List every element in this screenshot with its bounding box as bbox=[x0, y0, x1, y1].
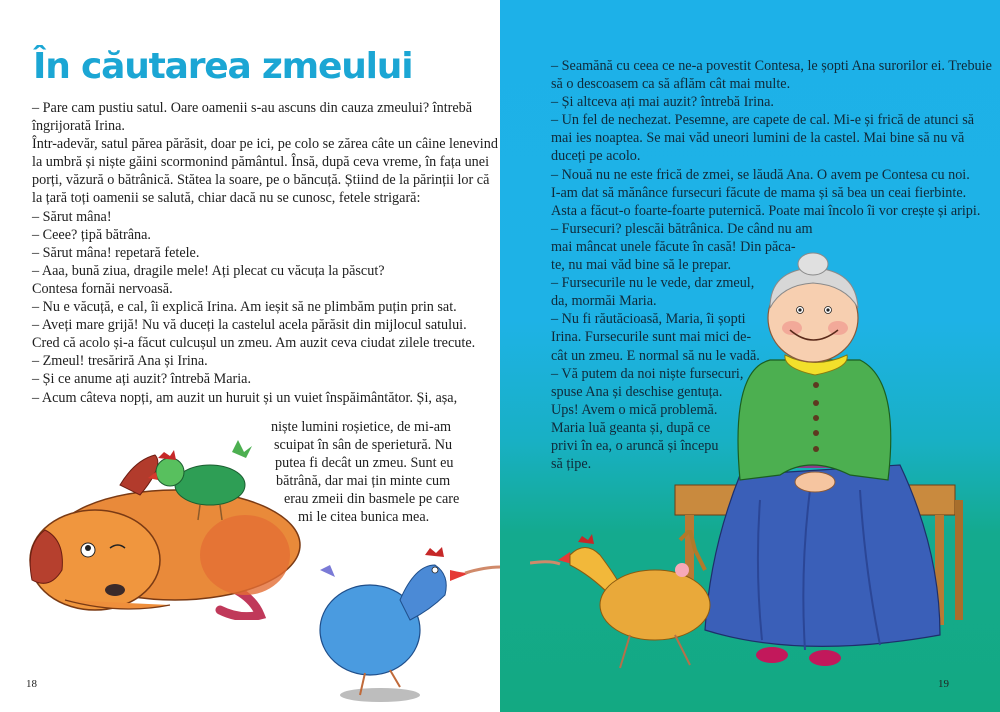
text-line: – Și ce anume ați auzit? întrebă Maria. bbox=[32, 371, 252, 388]
text-line: – Nouă nu ne este frică de zmei, se lăudă Ana. O avem pe Contesa cu noi. bbox=[551, 166, 970, 183]
text-line: Într-adevăr, satul părea părăsit, doar pe ici, pe colo se zărea câte un câine lenevind bbox=[32, 136, 498, 153]
text-line: – Aaa, bună ziua, dragile mele! Ați plecat cu văcuța la păscut? bbox=[32, 262, 385, 279]
text-line: cât un zmeu. E normal să nu le vadă. bbox=[551, 347, 760, 364]
chapter-title: În căutarea zmeului bbox=[33, 46, 413, 87]
text-line: Irina. Fursecurile sunt mai mici de- bbox=[551, 329, 752, 346]
green-hen-illustration bbox=[140, 440, 260, 530]
text-line: privi în ea, o aruncă și începu bbox=[551, 437, 719, 454]
text-line: – Nu fi răutăcioasă, Maria, îi șopti bbox=[551, 311, 746, 328]
yellow-hen-illustration bbox=[530, 530, 730, 680]
text-line: – Sărut mâna! repetară fetele. bbox=[32, 244, 200, 261]
text-line: – Seamănă cu ceea ce ne-a povestit Contesa, le șopti Ana surorilor ei. Trebuie bbox=[551, 58, 992, 74]
text-line: te, nu mai văd bine să le prepar. bbox=[551, 257, 732, 274]
text-line: – Acum câteva nopți, am auzit un huruit și un vuiet înspăimântător. Și, așa, bbox=[32, 389, 458, 406]
page-number-left: 18 bbox=[26, 678, 37, 690]
text-line: îngrijorată Irina. bbox=[32, 118, 125, 135]
text-line: – Nu e văcuță, e cal, îi explică Irina. Am ieșit să ne plimbăm puțin prin sat. bbox=[32, 299, 457, 316]
text-line: – Vă putem da noi niște fursecuri, bbox=[551, 365, 744, 382]
text-line: la țară toți oamenii se salută, chiar dacă nu se cunosc, fetele strigară: bbox=[32, 190, 421, 207]
text-line: da, mormăi Maria. bbox=[551, 293, 657, 310]
text-line: – Sărut mâna! bbox=[32, 208, 112, 225]
text-line: mai mâncat unele făcute în casă! Din păca- bbox=[551, 238, 796, 255]
text-line: să o descoasem ca să aflăm cât mai multe. bbox=[551, 76, 791, 93]
text-line: la umbră și niște găini scormonind pământul. Însă, după ceva vreme, în fața unei bbox=[32, 154, 490, 171]
text-line: mi le citea bunica mea. bbox=[298, 509, 430, 526]
text-line: scuipat în sân de sperietură. Nu bbox=[274, 437, 453, 454]
text-line: – Și altceva ați mai auzit? întrebă Irina. bbox=[551, 94, 774, 111]
text-line: porți, văzură o bătrânică. Stătea la soare, pe o băncuță. Știind de la părinții lor că bbox=[32, 172, 490, 189]
text-line: Ups! Avem o mică problemă. bbox=[551, 401, 718, 418]
text-line: I-am dat să mănânce fursecuri făcute de mama și să bea un ceai fierbinte. bbox=[551, 184, 967, 201]
text-line: erau zmeii din basmele pe care bbox=[284, 491, 460, 508]
text-line: – Fursecuri? plescăi bătrânica. De când nu am bbox=[551, 220, 813, 237]
text-line: – Un fel de nechezat. Pesemne, are capete de cal. Mi-e și frică de atunci să bbox=[551, 112, 975, 129]
text-line: mai ies noaptea. Se mai văd uneori lumini de la castel. Mai bine să nu vă bbox=[551, 130, 965, 147]
text-line: – Pare cam pustiu satul. Oare oamenii s-au ascuns din cauza zmeului? întrebă bbox=[32, 100, 473, 116]
text-line: duceți pe acolo. bbox=[551, 148, 641, 165]
page-number-right: 19 bbox=[938, 678, 949, 690]
text-line: să țipe. bbox=[551, 456, 592, 473]
text-line: Asta a făcut-o foarte-foarte puternică. Poate mai încolo îi vor crește și aripi. bbox=[551, 202, 981, 219]
text-line: Maria luă geanta și, după ce bbox=[551, 419, 711, 436]
text-line: spuse Ana și deschise gentuța. bbox=[551, 383, 723, 400]
text-line: niște lumini roșietice, de mi-am bbox=[271, 419, 452, 435]
text-line: putea fi decât un zmeu. Sunt eu bbox=[275, 455, 454, 472]
blue-hen-illustration bbox=[310, 545, 500, 705]
text-line: – Fursecurile nu le vede, dar zmeul, bbox=[551, 275, 755, 292]
right-page bbox=[500, 0, 1000, 712]
text-line: – Zmeul! tresăriră Ana și Irina. bbox=[32, 353, 208, 370]
text-line: Cred că acolo și-a făcut culcușul un zmeu. Am auzit ceva ciudat zilele trecute. bbox=[32, 335, 476, 352]
text-line: – Ceee? țipă bătrâna. bbox=[32, 226, 151, 243]
left-page-text bbox=[32, 99, 498, 407]
text-line: bătrână, dar mai țin minte cum bbox=[276, 473, 451, 490]
text-line: – Aveți mare grijă! Nu vă duceți la castelul acela părăsit din mijlocul satului. bbox=[32, 317, 467, 334]
text-line: Contesa fornăi nervoasă. bbox=[32, 280, 173, 297]
